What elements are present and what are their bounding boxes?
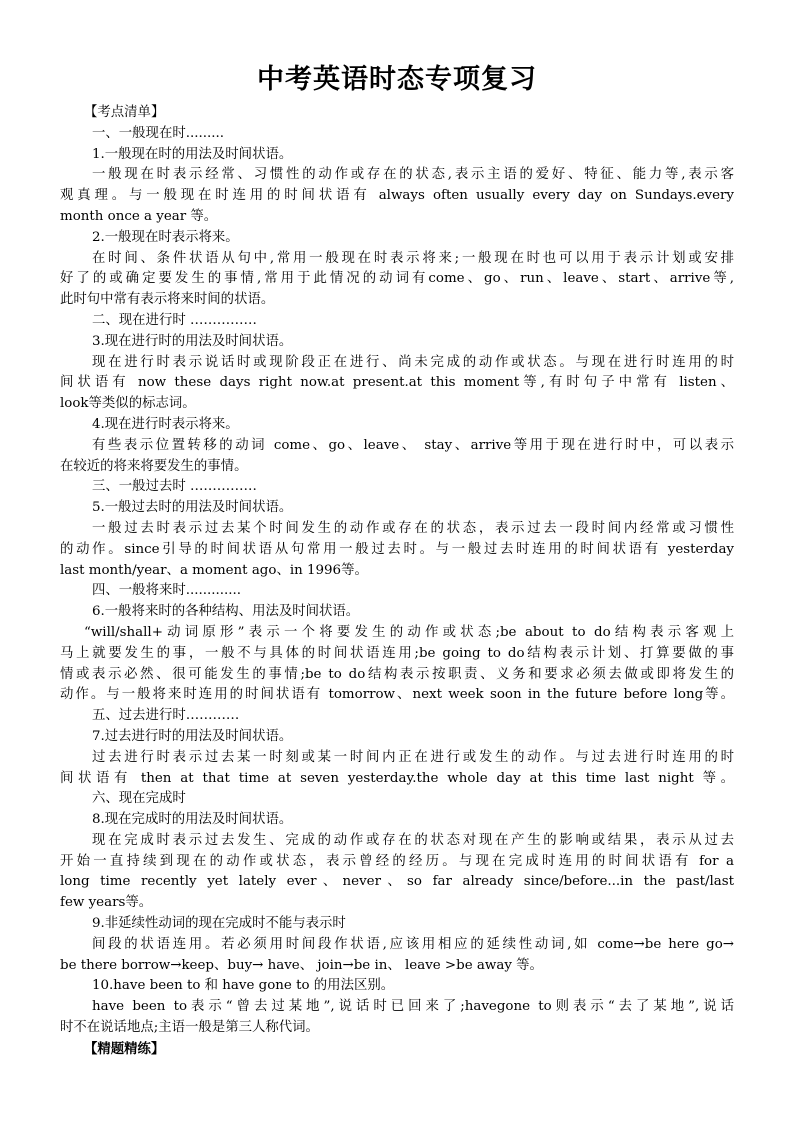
heading-past-continuous: 五、过去进行时………… [92, 708, 240, 724]
paragraph-line: few years等。 [60, 895, 153, 911]
point-6-title: 6.一般将来时的各种结构、用法及时间状语。 [92, 604, 360, 620]
paragraph-line: last month/year、a moment ago、in 1996等。 [60, 562, 368, 578]
paragraph-line: 情或表示必然、很可能发生的事情;be to do结构表示按职责、义务和要求必须去做或即将发生的 [60, 666, 734, 682]
point-9-title: 9.非延续性动词的现在完成时不能与表示时 [92, 916, 346, 932]
paragraph-line: “will/shall+动词原形”表示一个将要发生的动作或状态;be about to do结构表示客观上 [84, 624, 734, 640]
heading-simple-future: 四、一般将来时............. [92, 583, 242, 599]
paragraph-line: be there borrow→keep、buy→ have、 join→be in、 leave >be away 等。 [60, 957, 543, 973]
paragraph-line: 在较近的将来将要发生的事情。 [60, 458, 248, 474]
paragraph-line: 一般现在时表示经常、习惯性的动作或存在的状态,表示主语的爱好、特征、能力等,表示客 [92, 167, 734, 183]
paragraph-line: 一般过去时表示过去某个时间发生的动作或存在的状态，表示过去一段时间内经常或习惯性 [92, 520, 734, 536]
paragraph-line: 观真理。与一般现在时连用的时间状语有 always often usually every day on Sundays.every [60, 188, 734, 204]
paragraph-line: 好了的或确定要发生的事情,常用于此情况的动词有come、go、run、leave、start、arrive等, [60, 271, 734, 287]
point-4-title: 4.现在进行时表示将来。 [92, 416, 239, 432]
section-header-exercises: 【精题精练】 [84, 1040, 165, 1057]
point-10-title: 10.have been to 和 have gone to 的用法区别。 [92, 978, 395, 994]
paragraph-line: month once a year 等。 [60, 208, 218, 224]
paragraph-line: 在时间、条件状语从句中,常用一般现在时表示将来;一般现在时也可以用于表示计划或安排 [92, 250, 734, 266]
paragraph-line: 马上就要发生的事，一般不与具体的时间状语连用;be going to do结构表示计划、打算要做的事 [60, 645, 734, 661]
paragraph-line: 开始一直持续到现在的动作或状态，表示曾经的经历。与现在完成时连用的时间状语有 for a [60, 853, 734, 869]
paragraph-line: 现在完成时表示过去发生、完成的动作或存在的状态对现在产生的影响或结果，表示从过去 [92, 832, 734, 848]
paragraph-line: 间状语有 now these days right now.at present.at this moment等,有时句子中常有 listen、 [60, 375, 734, 391]
paragraph-line: 有些表示位置转移的动词 come、go、leave、 stay、arrive等用于现在进行时中，可以表示 [92, 437, 734, 453]
point-5-title: 5.一般过去时的用法及时间状语。 [92, 500, 293, 516]
paragraph-line: long time recently yet lately ever、never、so far already since/before...in the past/last [60, 874, 734, 890]
point-3-title: 3.现在进行时的用法及时间状语。 [92, 333, 293, 349]
heading-present-continuous: 二、现在进行时 …………… [92, 312, 257, 328]
document-body [60, 103, 734, 1060]
paragraph-line: 现在进行时表示说话时或现阶段正在进行、尚未完成的动作或状态。与现在进行时连用的时 [92, 354, 734, 370]
paragraph-line: 间状语有 then at that time at seven yesterday.the whole day at this time last night 等。 [60, 770, 734, 786]
heading-simple-present: 一、一般现在时......... [92, 125, 225, 141]
paragraph-line: 的动作。since引导的时间状语从句常用一般过去时。与一般过去时连用的时间状语有 yesterday [60, 541, 734, 557]
section-header-checklist: 【考点清单】 [84, 105, 165, 120]
paragraph-line: 此时句中常有表示将来时间的状语。 [60, 292, 275, 308]
paragraph-line: 间段的状语连用。若必须用时间段作状语,应该用相应的延续性动词,如 come→be here go→ [92, 936, 734, 952]
heading-present-perfect: 六、现在完成时 [92, 791, 186, 807]
paragraph-line: 动作。与一般将来时连用的时间状语有 tomorrow、next week soon in the future before long等。 [60, 687, 734, 703]
paragraph-line: 过去进行时表示过去某一时刻或某一时间内正在进行或发生的动作。与过去进行时连用的时 [92, 749, 734, 765]
page-title: 中考英语时态专项复习 [257, 64, 537, 95]
heading-simple-past: 三、一般过去时 …………… [92, 479, 257, 495]
point-2-title: 2.一般现在时表示将来。 [92, 229, 239, 245]
paragraph-line: 时不在说话地点;主语一般是第三人称代词。 [60, 1020, 319, 1036]
paragraph-line: look等类似的标志词。 [60, 396, 196, 412]
point-7-title: 7.过去进行时的用法及时间状语。 [92, 728, 293, 744]
paragraph-line: have been to表示“曾去过某地”,说话时已回来了;havegone to则表示“去了某地”,说话 [92, 999, 734, 1015]
point-8-title: 8.现在完成时的用法及时间状语。 [92, 812, 293, 828]
point-1-title: 1.一般现在时的用法及时间状语。 [92, 146, 293, 162]
